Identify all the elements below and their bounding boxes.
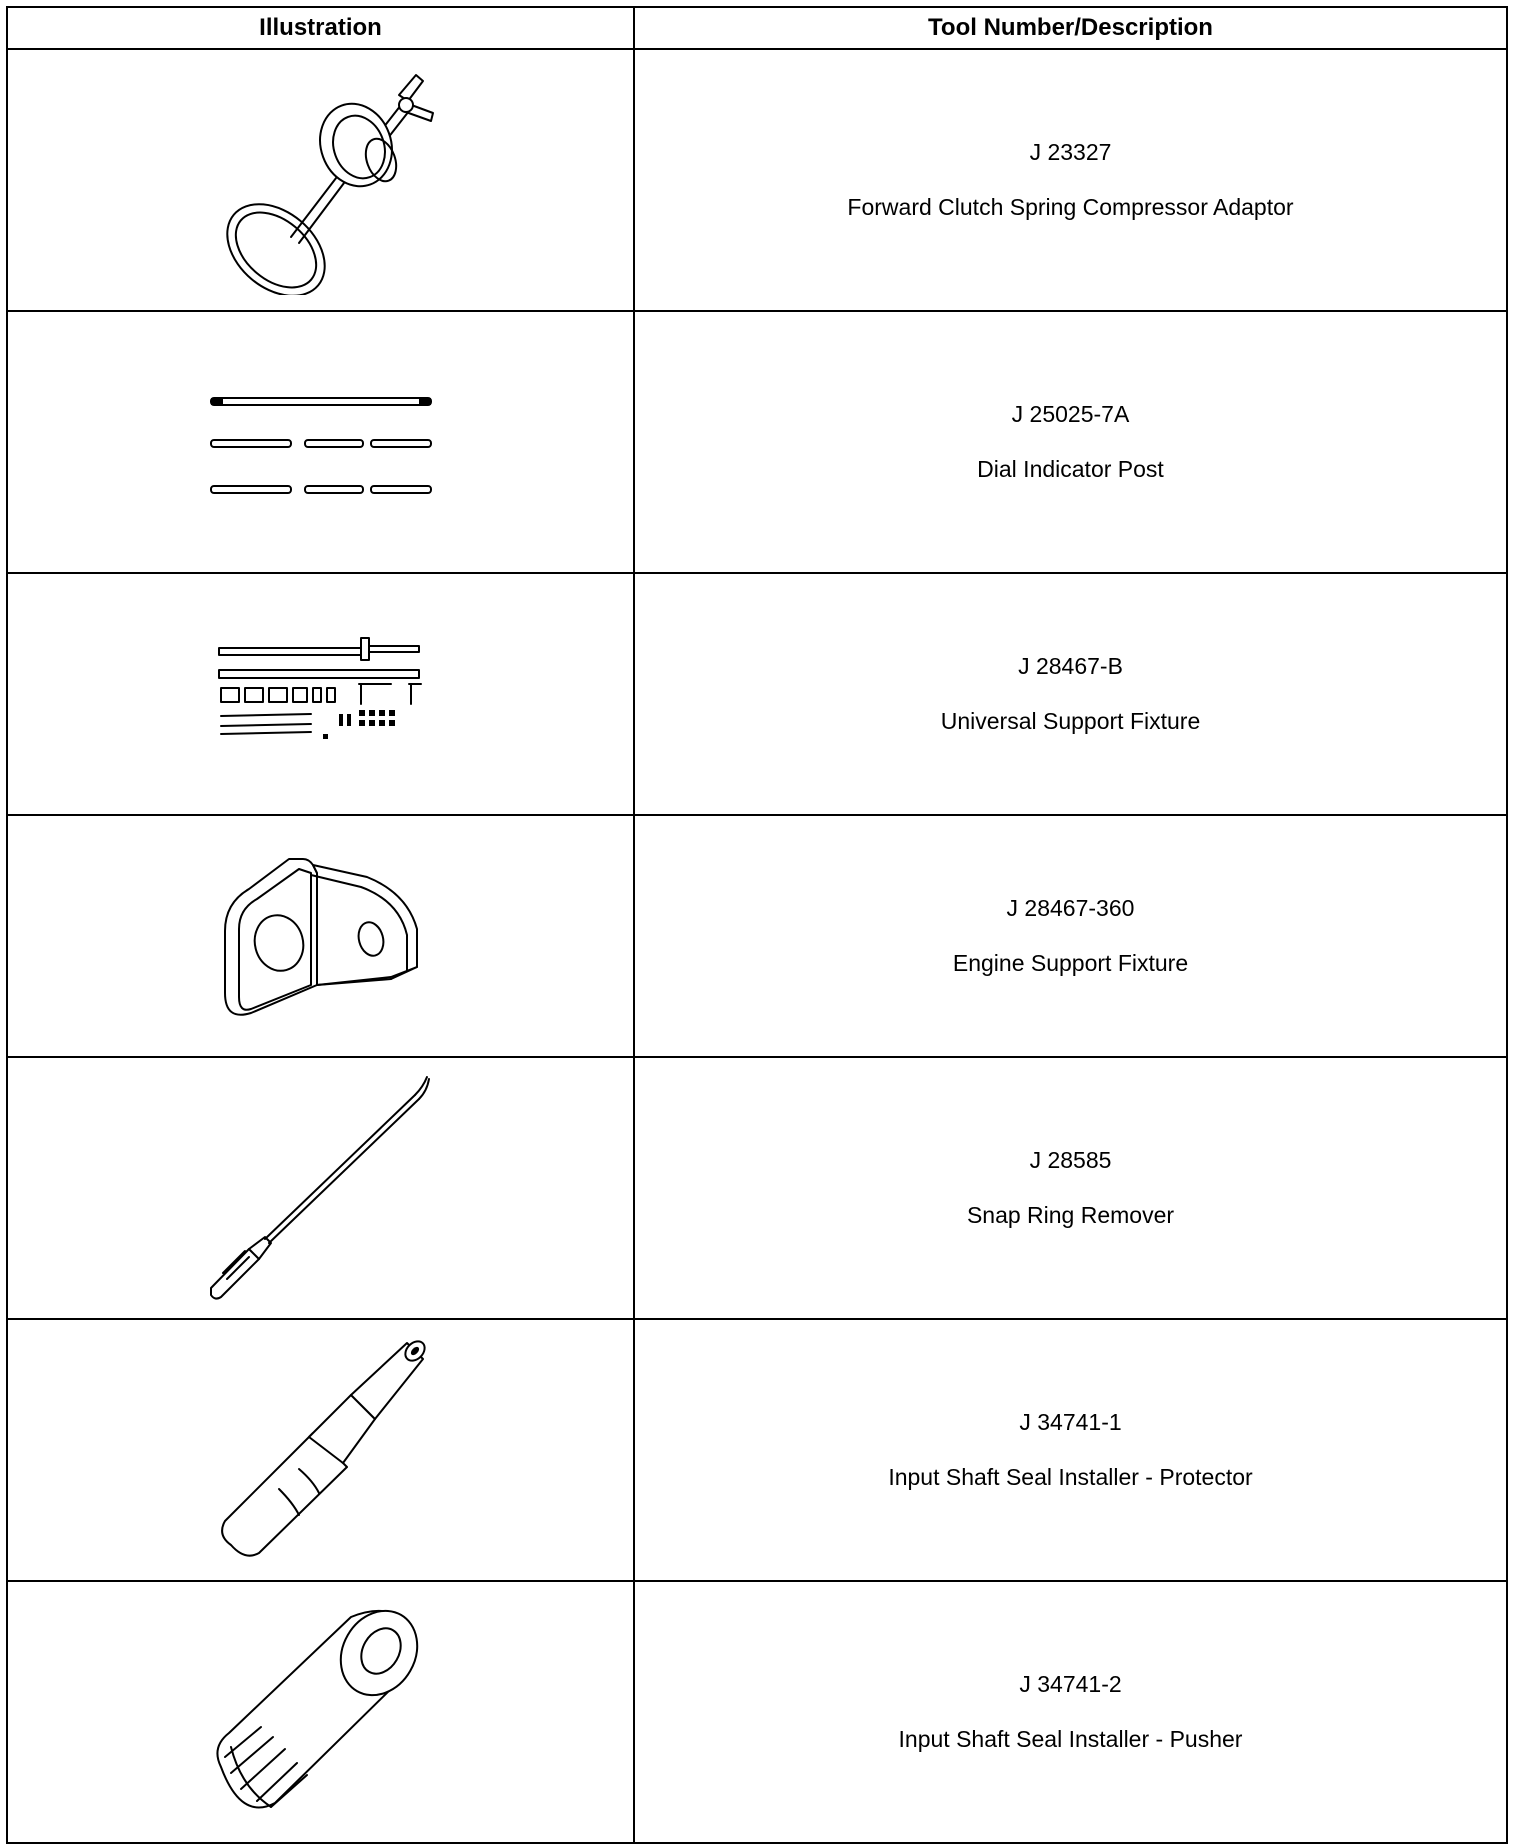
- seal-protector-icon: [201, 1335, 441, 1565]
- tool-description: Forward Clutch Spring Compressor Adaptor: [847, 194, 1294, 220]
- description-cell: [634, 1581, 1507, 1843]
- table-row: [7, 49, 1507, 311]
- illustration-cell: [7, 311, 634, 573]
- tool-number: J 25025-7A: [1011, 401, 1130, 427]
- tool-number: J 28467-360: [1006, 895, 1135, 921]
- tool-number: J 34741-2: [1019, 1671, 1122, 1697]
- table-header-row: [7, 7, 1507, 49]
- table-row: [7, 1319, 1507, 1581]
- description-cell: [634, 1319, 1507, 1581]
- table-row: [7, 1057, 1507, 1319]
- tool-description: Snap Ring Remover: [966, 1202, 1175, 1228]
- universal-support-fixture-icon: [211, 634, 431, 754]
- tool-number: J 28585: [1029, 1147, 1112, 1173]
- spring-compressor-adaptor-icon: [201, 65, 441, 295]
- description-cell: [634, 311, 1507, 573]
- table-row: [7, 311, 1507, 573]
- description-cell: [634, 815, 1507, 1057]
- illustration-cell: [7, 1581, 634, 1843]
- description-cell: [634, 49, 1507, 311]
- tool-description: Engine Support Fixture: [952, 950, 1189, 976]
- table-row: [7, 573, 1507, 815]
- header-illustration: Illustration: [7, 7, 634, 49]
- tool-description: Dial Indicator Post: [977, 456, 1164, 482]
- illustration-cell: [7, 573, 634, 815]
- tool-number: J 23327: [1029, 139, 1112, 165]
- header-tool-description: Tool Number/Description: [634, 7, 1507, 49]
- special-tools-table: [6, 6, 1508, 1844]
- tool-description: Input Shaft Seal Installer - Protector: [888, 1464, 1253, 1490]
- illustration-cell: [7, 49, 634, 311]
- seal-pusher-icon: [201, 1597, 441, 1827]
- description-cell: [634, 1057, 1507, 1319]
- table-row: [7, 815, 1507, 1057]
- tool-description: Universal Support Fixture: [940, 708, 1201, 734]
- illustration-cell: [7, 1319, 634, 1581]
- illustration-cell: [7, 815, 634, 1057]
- engine-support-bracket-icon: [211, 851, 431, 1021]
- tool-description: Input Shaft Seal Installer - Pusher: [898, 1726, 1243, 1752]
- illustration-cell: [7, 1057, 634, 1319]
- dial-indicator-post-icon: [201, 382, 441, 502]
- description-cell: [634, 573, 1507, 815]
- tool-number: J 28467-B: [1018, 653, 1123, 679]
- tool-number: J 34741-1: [1019, 1409, 1122, 1435]
- table-row: [7, 1581, 1507, 1843]
- snap-ring-remover-icon: [201, 1073, 441, 1303]
